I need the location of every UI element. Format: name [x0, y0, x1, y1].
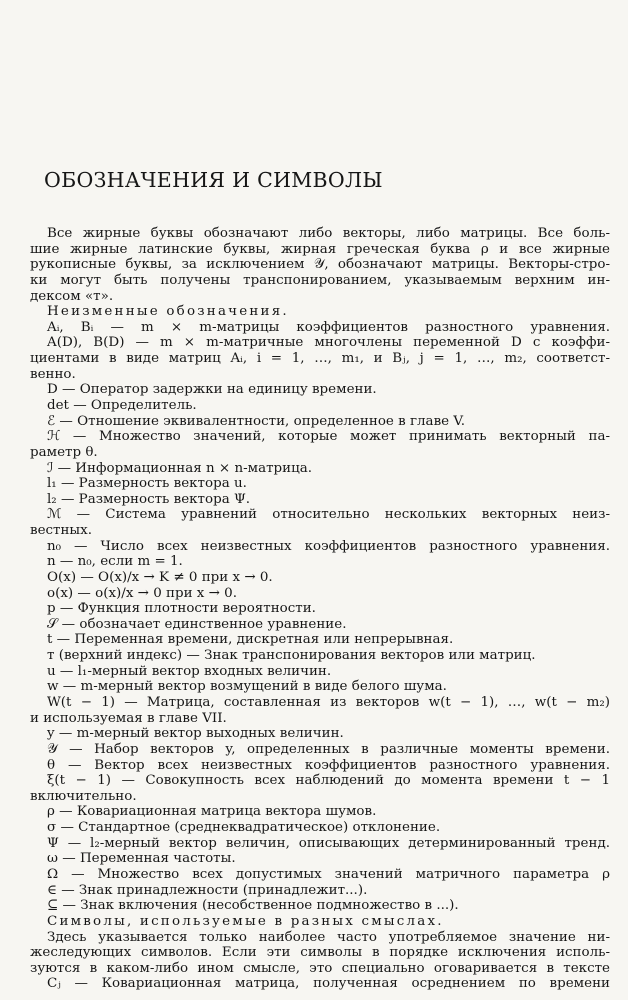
glossary-entry: l₂ — Размерность вектора Ψ. — [47, 491, 251, 507]
section-heading: Символы, используемые в разных смыслах. — [47, 913, 444, 929]
text-line: жеследующих символов. Если эти символы в порядке исключения исполь- — [30, 945, 610, 961]
text-line: Cⱼ — Ковариационная матрица, полученная осреднением по времени — [47, 976, 610, 992]
glossary-entry: ℐ — Информационная n × n-матрица. — [47, 460, 313, 476]
glossary-entry: t — Переменная времени, дискретная или непрерывная. — [47, 632, 454, 648]
text-line: вестных. — [30, 523, 92, 538]
glossary-entry: ℋ — Множество значений, которые может принимать векторный па- — [47, 429, 610, 445]
glossary-entry: y — m-мерный вектор выходных величин. — [47, 726, 344, 742]
section-heading: Неизменные обозначения. — [47, 304, 289, 320]
glossary-entry: 𝒴 — Набор векторов y, определенных в различные моменты времени. — [47, 741, 610, 757]
text-line: и используемая в главе VII. — [30, 710, 227, 726]
glossary-entry: l₁ — Размерность вектора u. — [47, 476, 247, 492]
text-line: Здесь указывается только наиболее часто употребляемое значение ни- — [47, 929, 610, 945]
glossary-entry: ξ(t − 1) — Совокупность всех наблюдений до момента времени t − 1 — [47, 773, 610, 789]
text-line: дексом «т». — [30, 288, 114, 304]
text-line: ки могут быть получены транспонированием, указываемым верхним ин- — [30, 272, 610, 288]
glossary-entry: 𝒮 — обозначает единственное уравнение. — [47, 616, 347, 632]
glossary-entry: W(t − 1) — Матрица, составленная из векторов w(t − 1), …, w(t − m₂) — [47, 695, 610, 710]
glossary-entry: det — Определитель. — [47, 398, 197, 413]
page-title: ОБОЗНАЧЕНИЯ И СИМВОЛЫ — [44, 168, 383, 192]
glossary-entry: σ — Стандартное (среднеквадратическое) отклонение. — [47, 820, 441, 835]
glossary-entry: ρ — Ковариационная матрица вектора шумов. — [47, 804, 377, 820]
glossary-entry: Aᵢ, Bᵢ — m × m-матрицы коэффициентов разностного уравнения. — [47, 319, 610, 335]
glossary-entry: ∈ — Знак принадлежности (принадлежит...). — [47, 882, 368, 898]
text-line: шие жирные латинские буквы, жирная греческая буква ρ и все жирные — [30, 241, 610, 257]
glossary-entry: ℳ — Система уравнений относительно нескольких векторных неиз- — [47, 507, 610, 523]
text-line: циентами в виде матриц Aᵢ, i = 1, …, m₁, и Bⱼ, j = 1, …, m₂, соответст- — [30, 351, 610, 367]
text-line: включительно. — [30, 788, 137, 804]
glossary-entry: o(x) — o(x)/x → 0 при x → 0. — [47, 585, 238, 601]
glossary-entry: Ω — Множество всех допустимых значений матричного параметра ρ — [47, 866, 610, 882]
glossary-entry: ⊆ — Знак включения (несобственное подмножество в ...). — [47, 898, 459, 914]
glossary-entry: n — n₀, если m = 1. — [47, 554, 183, 570]
glossary-entry: θ — Вектор всех неизвестных коэффициентов разностного уравнения. — [47, 757, 610, 773]
glossary-entry: A(D), B(D) — m × m-матричные многочлены переменной D с коэффи- — [47, 335, 610, 351]
text-line: зуются в каком-либо ином смысле, это специально оговаривается в тексте — [30, 960, 610, 976]
glossary-entry: Ψ — l₂-мерный вектор величин, описывающих детерминированный тренд. — [47, 835, 610, 851]
glossary-entry: n₀ — Число всех неизвестных коэффициентов разностного уравнения. — [47, 538, 610, 554]
text-line: раметр θ. — [30, 444, 98, 460]
glossary-entry: O(x) — O(x)/x → K ≠ 0 при x → 0. — [47, 569, 273, 585]
text-line: рукописные буквы, за исключением 𝒴, обозначают матрицы. Векторы-стро- — [30, 257, 610, 273]
glossary-entry: D — Оператор задержки на единицу времени. — [47, 382, 377, 398]
text-line: Все жирные буквы обозначают либо векторы, либо матрицы. Все боль- — [47, 226, 610, 241]
glossary-entry: p — Функция плотности вероятности. — [47, 601, 316, 617]
glossary-entry: ω — Переменная частоты. — [47, 851, 236, 867]
glossary-entry: u — l₁-мерный вектор входных величин. — [47, 663, 332, 679]
glossary-entry: w — m-мерный вектор возмущений в виде белого шума. — [47, 679, 447, 695]
glossary-entry: ℰ — Отношение эквивалентности, определенное в главе V. — [47, 413, 465, 429]
text-line: венно. — [30, 366, 76, 382]
glossary-entry: т (верхний индекс) — Знак транспонирования векторов или матриц. — [47, 648, 536, 664]
